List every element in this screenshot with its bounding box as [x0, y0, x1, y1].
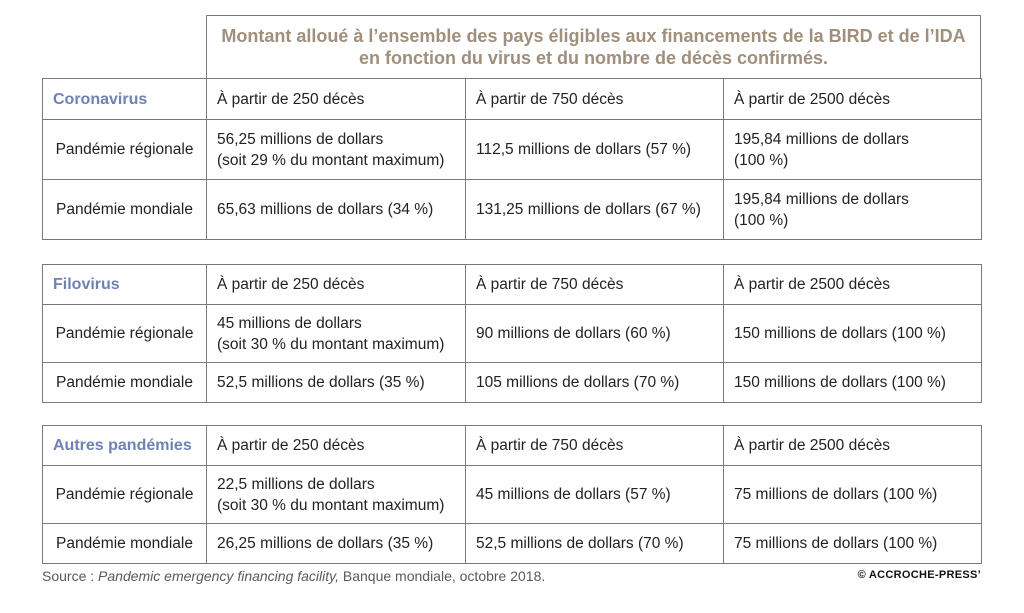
- table-header-row: [43, 265, 982, 305]
- source-prefix: Source :: [42, 568, 99, 584]
- row-label: Pandémie mondiale: [43, 180, 207, 240]
- table-cell: 65,63 millions de dollars (34 %): [207, 180, 466, 240]
- table-cell: 150 millions de dollars (100 %): [724, 363, 982, 403]
- table-cell: 52,5 millions de dollars (70 %): [466, 524, 724, 564]
- column-header: À partir de 250 décès: [207, 265, 466, 305]
- table-cell: 195,84 millions de dollars (100 %): [724, 120, 982, 180]
- section-title: Autres pandémies: [43, 426, 207, 466]
- table-cell: 45 millions de dollars (57 %): [466, 466, 724, 524]
- table-row: [43, 524, 982, 564]
- table-row: [43, 305, 982, 363]
- table-cell: 131,25 millions de dollars (67 %): [466, 180, 724, 240]
- filovirus-table: [42, 264, 982, 403]
- table-row: [43, 180, 982, 240]
- table-caption: [206, 15, 981, 78]
- source-note: [42, 568, 545, 584]
- table-row: [43, 466, 982, 524]
- row-label: Pandémie mondiale: [43, 524, 207, 564]
- table-cell: 112,5 millions de dollars (57 %): [466, 120, 724, 180]
- column-header: À partir de 750 décès: [466, 79, 724, 120]
- column-header: À partir de 2500 décès: [724, 79, 982, 120]
- caption-text: [211, 25, 975, 69]
- column-header: À partir de 2500 décès: [724, 265, 982, 305]
- table-cell: 90 millions de dollars (60 %): [466, 305, 724, 363]
- row-label: Pandémie régionale: [43, 305, 207, 363]
- table-cell: 105 millions de dollars (70 %): [466, 363, 724, 403]
- table-cell: 45 millions de dollars (soit 30 % du montant maximum): [207, 305, 466, 363]
- table-cell: 56,25 millions de dollars (soit 29 % du montant maximum): [207, 120, 466, 180]
- table-cell: 52,5 millions de dollars (35 %): [207, 363, 466, 403]
- table-header-row: [43, 79, 982, 120]
- table-cell: 150 millions de dollars (100 %): [724, 305, 982, 363]
- source-suffix: Banque mondiale, octobre 2018.: [339, 568, 546, 584]
- caption-line-2: en fonction du virus et du nombre de décès confirmés.: [358, 48, 829, 68]
- column-header: À partir de 250 décès: [207, 426, 466, 466]
- coronavirus-table: [42, 78, 982, 240]
- column-header: À partir de 250 décès: [207, 79, 466, 120]
- table-header-row: [43, 426, 982, 466]
- table-row: [43, 363, 982, 403]
- row-label: Pandémie régionale: [43, 466, 207, 524]
- section-title: Filovirus: [43, 265, 207, 305]
- column-header: À partir de 750 décès: [466, 265, 724, 305]
- copyright-credit: © ACCROCHE-PRESS’: [857, 569, 981, 581]
- table-cell: 22,5 millions de dollars (soit 30 % du montant maximum): [207, 466, 466, 524]
- caption-line-1: Montant alloué à l’ensemble des pays éligibles aux financements de la BIRD et de l’IDA: [221, 26, 966, 46]
- table-row: [43, 120, 982, 180]
- row-label: Pandémie mondiale: [43, 363, 207, 403]
- source-title: Pandemic emergency financing facility,: [98, 568, 339, 584]
- column-header: À partir de 750 décès: [466, 426, 724, 466]
- table-cell: 26,25 millions de dollars (35 %): [207, 524, 466, 564]
- table-cell: 75 millions de dollars (100 %): [724, 466, 982, 524]
- section-title: Coronavirus: [43, 79, 207, 120]
- table-cell: 75 millions de dollars (100 %): [724, 524, 982, 564]
- other-pandemics-table: [42, 425, 982, 564]
- table-cell: 195,84 millions de dollars (100 %): [724, 180, 982, 240]
- row-label: Pandémie régionale: [43, 120, 207, 180]
- column-header: À partir de 2500 décès: [724, 426, 982, 466]
